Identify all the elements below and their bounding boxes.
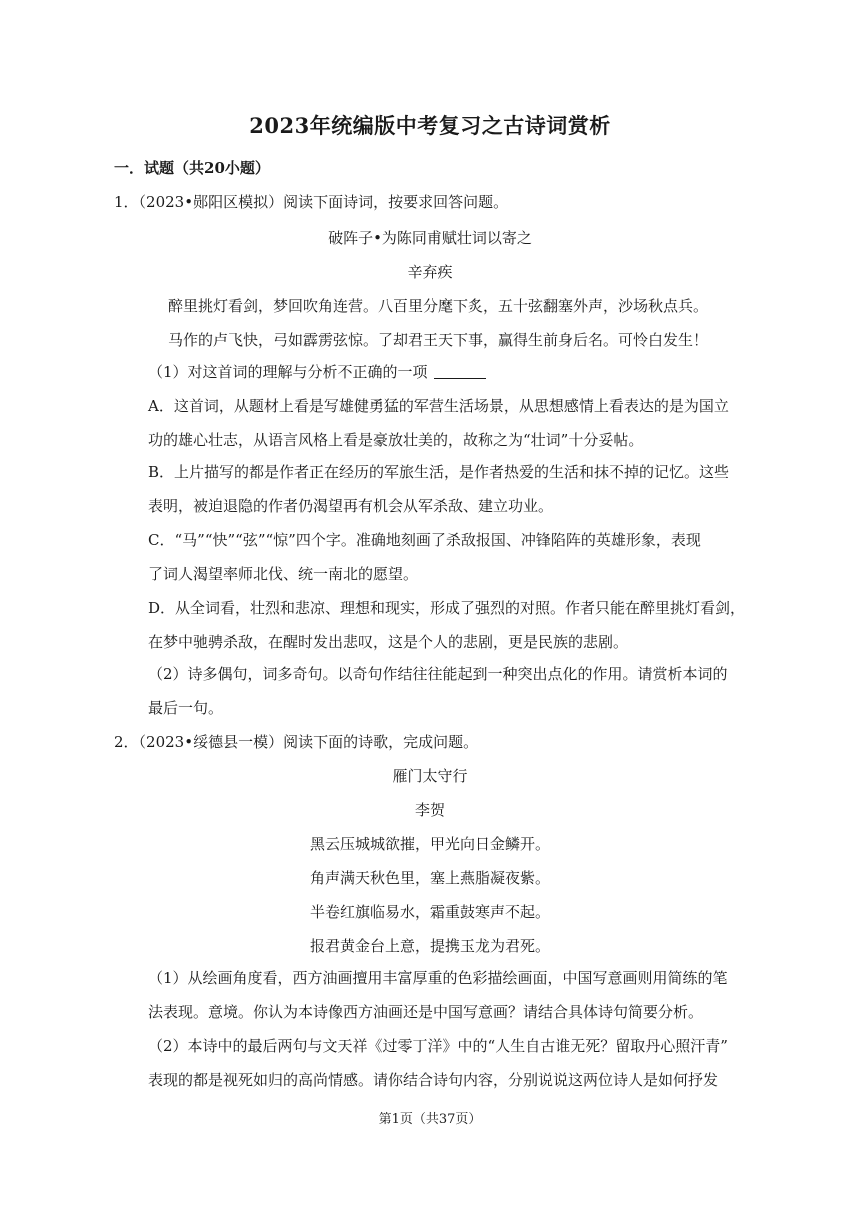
page-footer: 第1页（共37页） bbox=[378, 1112, 482, 1127]
option-c-line: C．“马”“快”“弦”“惊”四个字。准确地刻画了杀敌报国、冲锋陷阵的英雄形象，表现 bbox=[148, 531, 701, 549]
answer-blank bbox=[434, 364, 486, 379]
question-1-sub-1-prompt: （1）对这首词的理解与分析不正确的一项 bbox=[148, 363, 428, 381]
question-1-sub-2: 最后一句。 bbox=[148, 699, 224, 717]
question-2-poem-line: 黑云压城城欲摧，甲光向日金鳞开。 bbox=[309, 835, 550, 853]
question-2-stem: 2．（2023•绥德县一模）阅读下面的诗歌，完成问题。 bbox=[114, 733, 479, 751]
question-1-stem: 1．（2023•郧阳区模拟）阅读下面诗词，按要求回答问题。 bbox=[114, 193, 509, 211]
option-b-line: B．上片描写的都是作者正在经历的军旅生活，是作者热爱的生活和抹不掉的记忆。这些 bbox=[148, 463, 730, 481]
question-2-sub-2: 表现的都是视死如归的高尚情感。请你结合诗句内容，分别说说这两位诗人是如何抒发 bbox=[148, 1071, 719, 1089]
option-d-line: 在梦中驰骋杀敌，在醒时发出悲叹，这是个人的悲剧，更是民族的悲剧。 bbox=[148, 633, 629, 651]
option-b-line: 表明，被迫退隐的作者仍渴望再有机会从军杀敌、建立功业。 bbox=[148, 497, 554, 515]
question-2-poem-title: 雁门太守行 bbox=[392, 767, 468, 785]
option-a-line: A．这首词，从题材上看是写雄健勇猛的军营生活场景，从思想感情上看表达的是为国立 bbox=[148, 397, 729, 415]
option-c-line: 了词人渴望率师北伐、统一南北的愿望。 bbox=[148, 565, 419, 583]
question-1-poem-author: 辛弃疾 bbox=[407, 263, 453, 281]
section-heading: 一．试题（共20小题） bbox=[114, 159, 270, 177]
question-2-poem-line: 半卷红旗临易水，霜重鼓寒声不起。 bbox=[309, 903, 550, 921]
document-title: 2023年统编版中考复习之古诗词赏析 bbox=[249, 113, 611, 138]
question-2-poem-line: 角声满天秋色里，塞上燕脂凝夜紫。 bbox=[309, 869, 550, 887]
question-1-poem-line: 马作的卢飞快，弓如霹雳弦惊。了却君王天下事，赢得生前身后名。可怜白发生！ bbox=[168, 331, 709, 349]
question-1-sub-2: （2）诗多偶句，词多奇句。以奇句作结往往能起到一种突出点化的作用。请赏析本词的 bbox=[148, 665, 728, 683]
question-2-poem-line: 报君黄金台上意，提携玉龙为君死。 bbox=[309, 937, 550, 955]
question-1-sub-1 bbox=[148, 362, 486, 382]
option-d-line: D．从全词看，壮烈和悲凉、理想和现实，形成了强烈的对照。作者只能在醉里挑灯看剑， bbox=[148, 599, 746, 617]
question-2-poem-author: 李贺 bbox=[414, 801, 445, 819]
option-a-line: 功的雄心壮志，从语言风格上看是豪放壮美的，故称之为“壮词”十分妥帖。 bbox=[148, 431, 644, 449]
question-2-sub-2: （2）本诗中的最后两句与文天祥《过零丁洋》中的“人生自古谁无死？留取丹心照汗青” bbox=[148, 1037, 728, 1055]
question-2-sub-1: 法表现。意境。你认为本诗像西方油画还是中国写意画？请结合具体诗句简要分析。 bbox=[148, 1003, 704, 1021]
question-1-poem-line: 醉里挑灯看剑，梦回吹角连营。八百里分麾下炙，五十弦翻塞外声，沙场秋点兵。 bbox=[168, 297, 709, 315]
question-1-poem-title: 破阵子•为陈同甫赋壮词以寄之 bbox=[328, 229, 532, 247]
question-2-sub-1: （1）从绘画角度看，西方油画擅用丰富厚重的色彩描绘画面，中国写意画则用简练的笔 bbox=[148, 969, 728, 987]
